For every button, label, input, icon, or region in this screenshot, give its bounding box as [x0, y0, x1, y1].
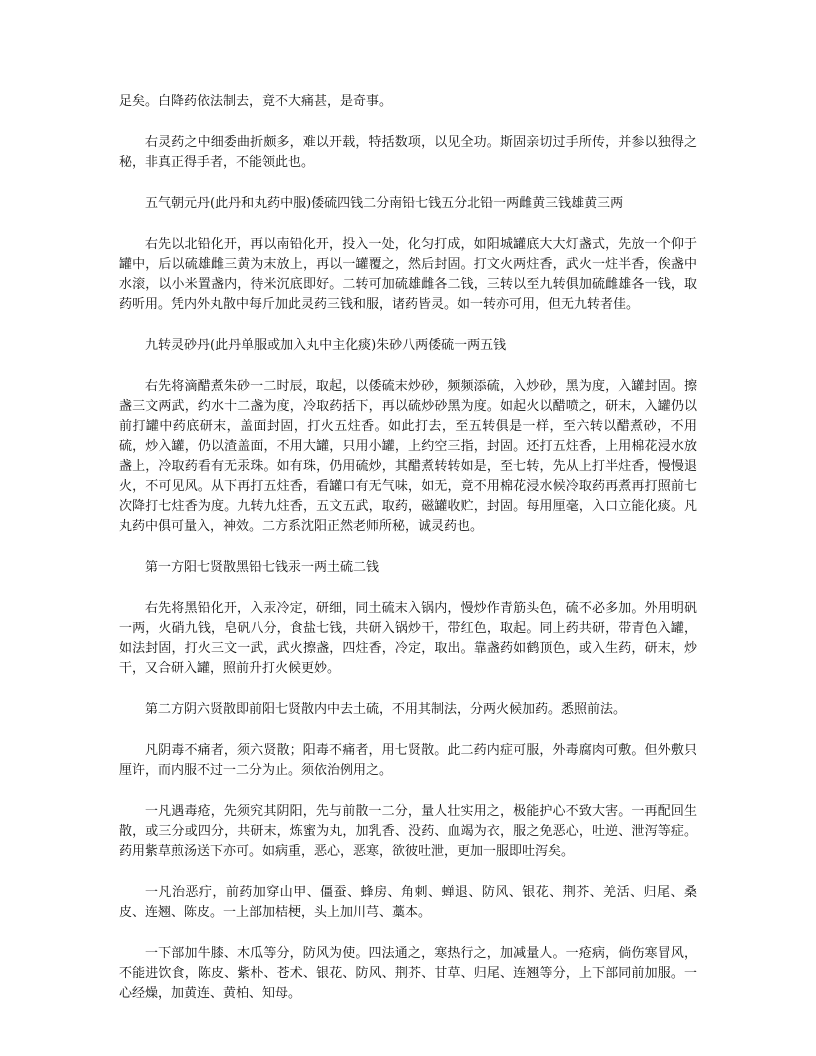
paragraph-6: 右先将滴醋煮朱砂一二时辰，取起，以倭硫末炒砂，频频添硫，入炒砂，黑为度，入罐封固。擦盏三文两武，约水十二盏为度，冷取药括下，再以硫炒砂黑为度。如起火以醋喷之，研末，入罐仍以前打罐中药底研末，盖面封固，打火五炷香。如此打去，至五转俱是一样，至六转以醋煮砂，不用硫，炒入罐，仍以渣盖面，不用大罐，只用小罐，上约空三指，封固。还打五炷香，上用棉花浸水放盏上，冷取药看有无汞珠。如有珠，仍用硫炒，其醋煮转转如是，至七转，先从上打半炷香，慢慢退火，不可见风。从下再打五炷香，看罐口有无气味，如无，竟不用棉花浸水候冷取药再煮再打照前七次降打七炷香为度。九转九炷香，五文五武，取药，磁罐收贮，封固。每用厘毫，入口立能化痰。凡丸药中俱可量入，神效。二方系沈阳正然老师所秘，诚灵药也。	[119, 379, 697, 534]
paragraph-4: 右先以北铅化开，再以南铅化开，投入一处，化匀打成，如阳城罐底大大灯盏式，先放一个仰于罐中，后以硫雄雌三黄为末放上，再以一罐覆之，然后封固。打文火两炷香，武火一炷半香，俟盏中水滚，以小米置盏内，待米沉底即好。二转可加硫雄雌各二钱，三转以至九转俱加硫雌雄各一钱，取药听用。凭内外丸散中每斤加此灵药三钱和服，诸药皆灵。如一转亦可用，但无九转者佳。	[119, 237, 697, 312]
document-page	[119, 92, 697, 1025]
paragraph-8: 右先将黑铅化开，入汞冷定，研细，同土硫末入锅内，慢炒作青筋头色，硫不必多加。外用明矾一两，火硝九钱，皂矾八分，食盐七钱，共研入锅炒干，带红色，取起。同上药共研，带青色入罐，如法封固，打火三文一武，武火擦盏，四炷香，冷定，取出。靠盏药如鹤顶色，或入生药，研末，炒干，又合研入罐，照前升打火候更妙。	[119, 601, 697, 676]
prescription-heading-yang-qixian-san: 第一方阳七贤散黑铅七钱汞一两土硫二钱	[145, 560, 380, 575]
paragraph-10: 凡阴毒不痛者，须六贤散；阳毒不痛者，用七贤散。此二药内症可服，外毒腐肉可敷。但外敷只厘许，而内服不过一二分为止。须依治例用之。	[119, 743, 697, 778]
paragraph-11: 一凡遇毒疮，先须究其阴阳，先与前散一二分，量人壮实用之，极能护心不致大害。一再配回生散，或三分或四分，共研末，炼蜜为丸，加乳香、没药、血竭为衣，服之免恶心，吐逆、泄泻等症。药用紫草煎汤送下亦可。如病重，恶心，恶寒，欲彼吐泄，更加一服即吐泻矣。	[119, 804, 697, 859]
prescription-heading-yin-liuxian-san: 第二方阴六贤散即前阳七贤散内中去土硫，不用其制法，分两火候加药。悉照前法。	[145, 702, 627, 717]
prescription-heading-wuqi-chaoyuan-dan: 五气朝元丹(此丹和丸药中服)倭硫四钱二分南铅七钱五分北铅一两雌黄三钱雄黄三两	[145, 196, 624, 211]
paragraph-13: 一下部加牛膝、木瓜等分，防风为使。四法通之，寒热行之，加减量人。一疮病，倘伤寒冒风，不能进饮食，陈皮、紫朴、苍术、银花、防风、荆芥、甘草、归尾、连翘等分，上下部同前加服。一心经燥，加黄连、黄柏、知母。	[119, 946, 697, 1001]
paragraph-1: 足矣。白降药依法制去，竟不大痛甚，是奇事。	[119, 94, 393, 109]
paragraph-2: 右灵药之中细委曲折颇多，难以开载，特括数项，以见全功。斯固亲切过手所传，并参以独得之秘，非真正得手者，不能领此也。	[119, 135, 697, 170]
paragraph-12: 一凡治恶疔，前药加穿山甲、僵蚕、蜂房、角刺、蝉退、防风、银花、荆芥、羌活、归尾、桑皮、连翘、陈皮。一上部加桔梗，头上加川芎、藁本。	[119, 885, 697, 920]
prescription-heading-jiuzhuan-lingsha-dan: 九转灵砂丹(此丹单服或加入丸中主化痰)朱砂八两倭硫一两五钱	[145, 338, 507, 353]
